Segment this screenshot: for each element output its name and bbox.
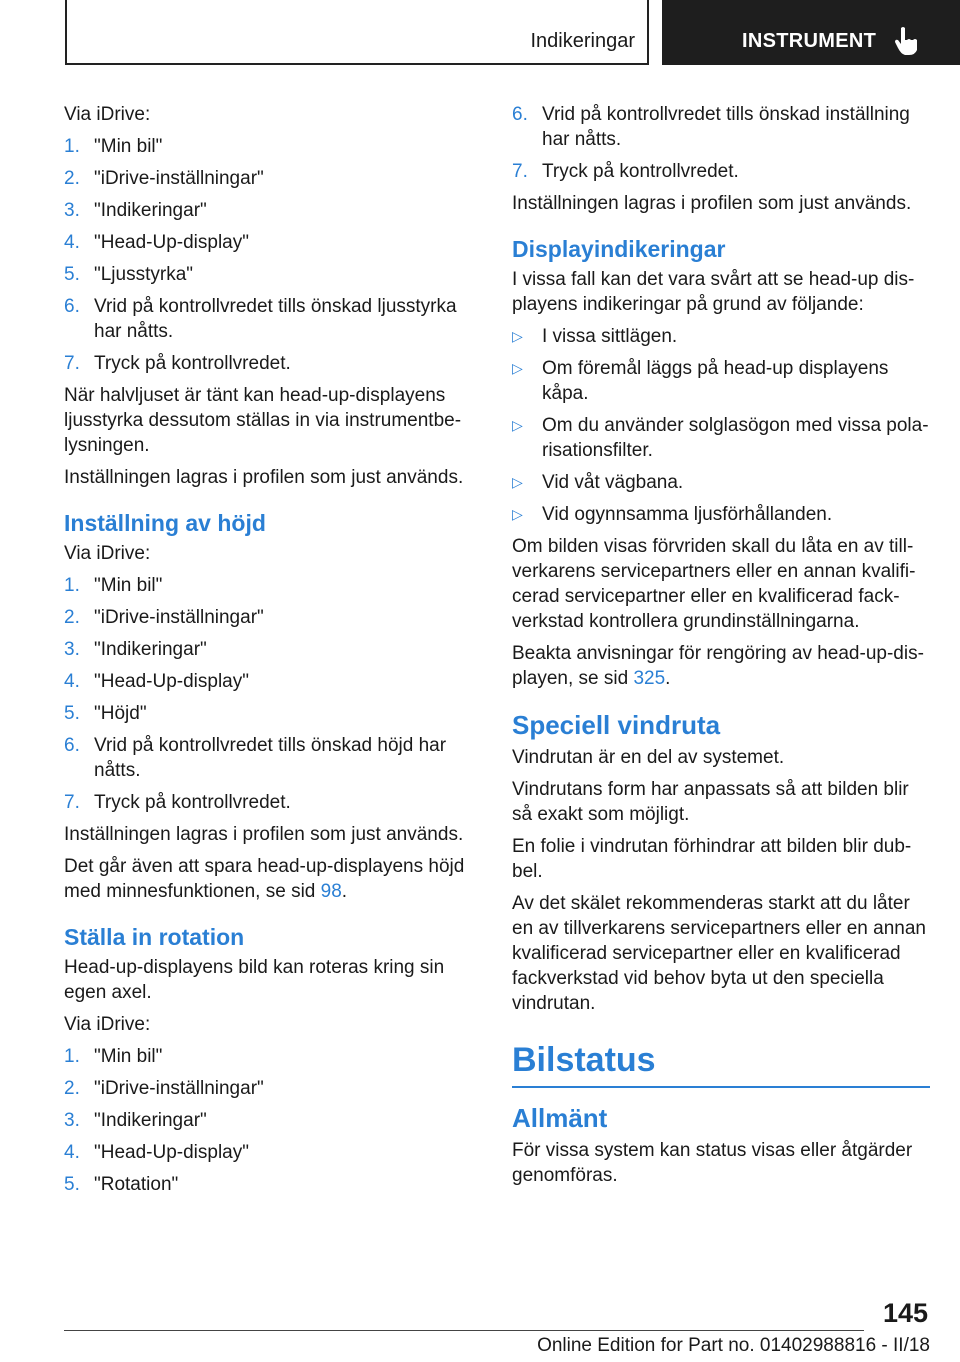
step-number: 6. [64,735,80,756]
paragraph: I vissa fall kan det vara svårt att se head-up dis-playens indikeringar på grund av följande: [512,269,915,315]
list-item [64,351,466,376]
step-number: 5. [64,703,80,724]
list-item [64,1108,466,1133]
list-item [512,502,930,527]
step-text: "iDrive-inställningar" [94,1078,264,1099]
step-text: "Min bil" [94,575,163,596]
step-text: "Head-Up-display" [94,232,249,253]
step-text: "Höjd" [94,703,147,724]
list-item [64,637,466,662]
triangle-bullet-icon: ▷ [512,360,523,376]
bullet-text: Om föremål läggs på head-up displayens kåpa. [542,358,889,404]
step-text: "iDrive-inställningar" [94,168,264,189]
paragraph: Head-up-displayens bild kan roteras kring sin egen axel. [64,957,445,1003]
steps-list-rotation-continued [512,102,930,184]
step-text: "Min bil" [94,136,163,157]
triangle-bullet-icon: ▷ [512,506,523,522]
step-number: 2. [64,168,80,189]
list-item [64,733,466,783]
step-text: "Indikeringar" [94,1110,207,1131]
list-item [64,294,466,344]
page-header [0,0,960,66]
heading-special-windshield: Speciell vindruta [512,710,721,740]
list-item [64,166,466,191]
list-item [512,159,930,184]
page-link-325[interactable]: 325 [633,668,666,689]
paragraph: Inställningen lagras i profilen som just används. [64,467,464,488]
list-item [64,1140,466,1165]
via-idrive-label: Via iDrive: [64,543,151,564]
step-text: "Indikeringar" [94,200,207,221]
list-item [512,413,930,463]
list-item [512,324,930,349]
list-item [64,790,466,815]
step-text: "Min bil" [94,1046,163,1067]
paragraph: Vindrutans form har anpassats så att bilden blir så exakt som möjligt. [512,779,909,825]
hand-pointer-icon [893,26,921,56]
steps-list-brightness [64,134,466,376]
list-item [512,470,930,495]
paragraph: För vissa system kan status visas eller åtgärder genomföras. [512,1140,913,1186]
list-item [64,1076,466,1101]
via-idrive-label: Via iDrive: [64,1014,151,1035]
step-number: 7. [512,161,528,182]
step-number: 5. [64,264,80,285]
bullet-text: Vid ogynnsamma ljusförhållanden. [542,504,833,525]
heading-height: Inställning av höjd [64,510,266,536]
paragraph: Vindrutan är en del av systemet. [512,747,785,768]
list-item [64,573,466,598]
step-text: "Indikeringar" [94,639,207,660]
paragraph: När halvljuset är tänt kan head-up-displayens ljusstyrka dessutom ställas in via instrumentbe-lysningen. [64,385,462,456]
step-number: 5. [64,1174,80,1195]
edition-text: Online Edition for Part no. 01402988816 - II/18 [537,1335,930,1356]
step-number: 6. [64,296,80,317]
page-number: 145 [882,1298,928,1328]
step-text: "Head-Up-display" [94,671,249,692]
list-item [64,134,466,159]
conditions-list [512,324,930,527]
step-text: "Ljusstyrka" [94,264,194,285]
steps-list-height [64,573,466,815]
step-number: 1. [64,136,80,157]
section-title: Indikeringar [530,30,635,52]
heading-rotation: Ställa in rotation [64,924,245,950]
step-number: 4. [64,671,80,692]
step-text: "iDrive-inställningar" [94,607,264,628]
step-text: Tryck på kontrollvredet. [542,161,739,182]
list-item [64,198,466,223]
step-text: "Head-Up-display" [94,1142,249,1163]
triangle-bullet-icon: ▷ [512,417,523,433]
via-idrive-label: Via iDrive: [64,104,151,125]
bullet-text: Vid våt vägbana. [542,472,684,493]
paragraph: En folie i vindrutan förhindrar att bilden blir dub-bel. [512,836,912,882]
footer-rule [64,1330,864,1331]
section-tab [65,0,649,65]
left-column [64,102,466,1204]
step-number: 1. [64,575,80,596]
list-item [64,1044,466,1069]
paragraph: Om bilden visas förvriden skall du låta en av till-verkarens servicepartners eller en annan kvalifi-cerad servicepartner eller en kvalificerad fack-verkstad kontrollera grundinställningarna. [512,536,916,632]
list-item [512,102,930,152]
step-number: 4. [64,1142,80,1163]
step-text: Tryck på kontrollvredet. [94,792,291,813]
step-text: Vrid på kontrollvredet tills önskad ljusstyrka har nåtts. [94,296,457,342]
list-item [64,230,466,255]
step-number: 2. [64,1078,80,1099]
paragraph: Beakta anvisningar för rengöring av head-up-dis-playen, se sid 325. [512,643,924,689]
step-number: 1. [64,1046,80,1067]
step-number: 3. [64,639,80,660]
triangle-bullet-icon: ▷ [512,328,523,344]
heading-display-indications: Displayindikeringar [512,236,726,262]
paragraph: Av det skälet rekommenderas starkt att du låter en av tillverkarens servicepartners eller en annan kvalificerad servicepartner eller en kvalificerad fackverkstad vid behov byta ut den speciella vindrutan. [512,893,926,1014]
paragraph: Inställningen lagras i profilen som just används. [512,193,912,214]
step-text: Tryck på kontrollvredet. [94,353,291,374]
list-item [64,262,466,287]
step-number: 3. [64,200,80,221]
step-number: 4. [64,232,80,253]
step-number: 6. [512,104,528,125]
paragraph: Det går även att spara head-up-displayens höjd med minnesfunktionen, se sid 98. [64,856,465,902]
step-text: Vrid på kontrollvredet tills önskad inställning har nåtts. [542,104,910,150]
bullet-text: I vissa sittlägen. [542,326,678,347]
page-link-98[interactable]: 98 [320,881,342,902]
triangle-bullet-icon: ▷ [512,474,523,490]
list-item [64,1172,466,1197]
step-number: 3. [64,1110,80,1131]
step-number: 7. [64,792,80,813]
step-number: 2. [64,607,80,628]
bullet-text: Om du använder solglasögon med vissa pola-risationsfilter. [542,415,929,461]
step-text: Vrid på kontrollvredet tills önskad höjd har nåtts. [94,735,447,781]
paragraph: Inställningen lagras i profilen som just används. [64,824,464,845]
heading-vehicle-status: Bilstatus [512,1038,930,1088]
chapter-title: INSTRUMENT [742,30,877,52]
steps-list-rotation [64,1044,466,1197]
step-number: 7. [64,353,80,374]
list-item [64,605,466,630]
list-item [512,356,930,406]
step-text: "Rotation" [94,1174,179,1195]
list-item [64,669,466,694]
heading-general: Allmänt [512,1103,608,1133]
right-column [512,102,930,1195]
list-item [64,701,466,726]
